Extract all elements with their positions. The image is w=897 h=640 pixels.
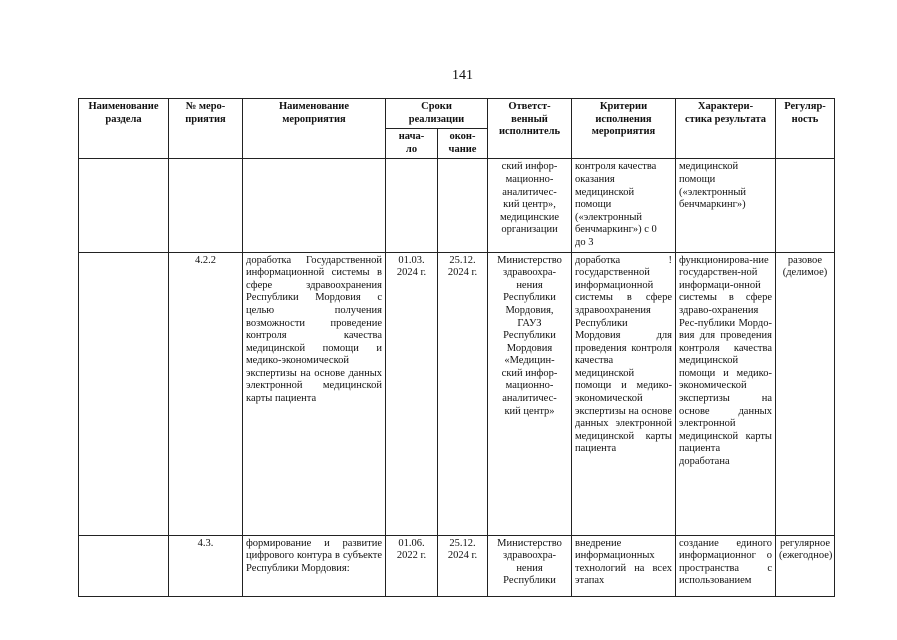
measures-table bbox=[78, 98, 835, 597]
cell-result: медицинской помощи («электронный бенчмаркинг») bbox=[676, 159, 776, 252]
cell-section bbox=[79, 252, 169, 535]
cell-start: 01.03. 2024 г. bbox=[386, 252, 438, 535]
table-row bbox=[79, 159, 835, 252]
cell-criteria: внедрение информационных технологий на всех этапах bbox=[572, 535, 676, 596]
cell-regularity: разовое (делимое) bbox=[776, 252, 835, 535]
header-terms: Сроки реализации bbox=[386, 99, 488, 129]
table-row bbox=[79, 535, 835, 596]
cell-end: 25.12. 2024 г. bbox=[438, 535, 488, 596]
header-executor: Ответст- венный исполнитель bbox=[488, 99, 572, 159]
cell-number: 4.2.2 bbox=[169, 252, 243, 535]
cell-regularity bbox=[776, 159, 835, 252]
cell-end bbox=[438, 159, 488, 252]
header-number: № меро- приятия bbox=[169, 99, 243, 159]
header-name: Наименование мероприятия bbox=[243, 99, 386, 159]
cell-number bbox=[169, 159, 243, 252]
cell-result: функционирова-ние государствен-ной информаци-онной системы в сфере здраво-охранения Рес-публики Мордо-вия для проведения контроля качества медицинской помощи и медико-экономической экспертизы на основе данных электронной медицинской карты пациента доработана bbox=[676, 252, 776, 535]
cell-result: создание единого информационног о пространства с использованием bbox=[676, 535, 776, 596]
cell-section bbox=[79, 159, 169, 252]
cell-criteria: контроля качества оказания медицинской помощи («электронный бенчмаркинг») с 0 до 3 bbox=[572, 159, 676, 252]
cell-executor: Министерство здравоохра- нения Республики Мордовия, ГАУЗ Республики Мордовия «Медицин- ский инфор- мационно- аналитичес- кий центр» bbox=[488, 252, 572, 535]
header-start: нача- ло bbox=[386, 129, 438, 159]
header-end: окон- чание bbox=[438, 129, 488, 159]
cell-start bbox=[386, 159, 438, 252]
cell-name: формирование и развитие цифрового контура в субъекте Республики Мордовия: bbox=[243, 535, 386, 596]
table-row bbox=[79, 252, 835, 535]
header-result: Характери- стика результата bbox=[676, 99, 776, 159]
cell-start: 01.06. 2022 г. bbox=[386, 535, 438, 596]
cell-number: 4.3. bbox=[169, 535, 243, 596]
cell-name: доработка Государственной информационной системы в сфере здравоохранения Республики Мордовия с целью получения возможности проведение контроля качества медицинской помощи и медико-экономической экспертизы на основе данных электронной медицинской карты пациента bbox=[243, 252, 386, 535]
cell-end: 25.12. 2024 г. bbox=[438, 252, 488, 535]
cell-criteria: доработка ! государственной информационной системы в сфере здравоохранения Республики Мордовия для проведения контроля качества медицинской помощи и медико-экономической экспертизы на основе данных электронной медицинской карты пациента bbox=[572, 252, 676, 535]
header-row bbox=[79, 99, 835, 129]
header-criteria: Критерии исполнения мероприятия bbox=[572, 99, 676, 159]
cell-section bbox=[79, 535, 169, 596]
cell-regularity: регулярное (ежегодное) bbox=[776, 535, 835, 596]
cell-name bbox=[243, 159, 386, 252]
header-section: Наименование раздела bbox=[79, 99, 169, 159]
page-number: 141 bbox=[452, 68, 473, 83]
header-regularity: Регуляр- ность bbox=[776, 99, 835, 159]
cell-executor: ский инфор- мационно- аналитичес- кий центр», медицинские организации bbox=[488, 159, 572, 252]
cell-executor: Министерство здравоохра- нения Республики bbox=[488, 535, 572, 596]
